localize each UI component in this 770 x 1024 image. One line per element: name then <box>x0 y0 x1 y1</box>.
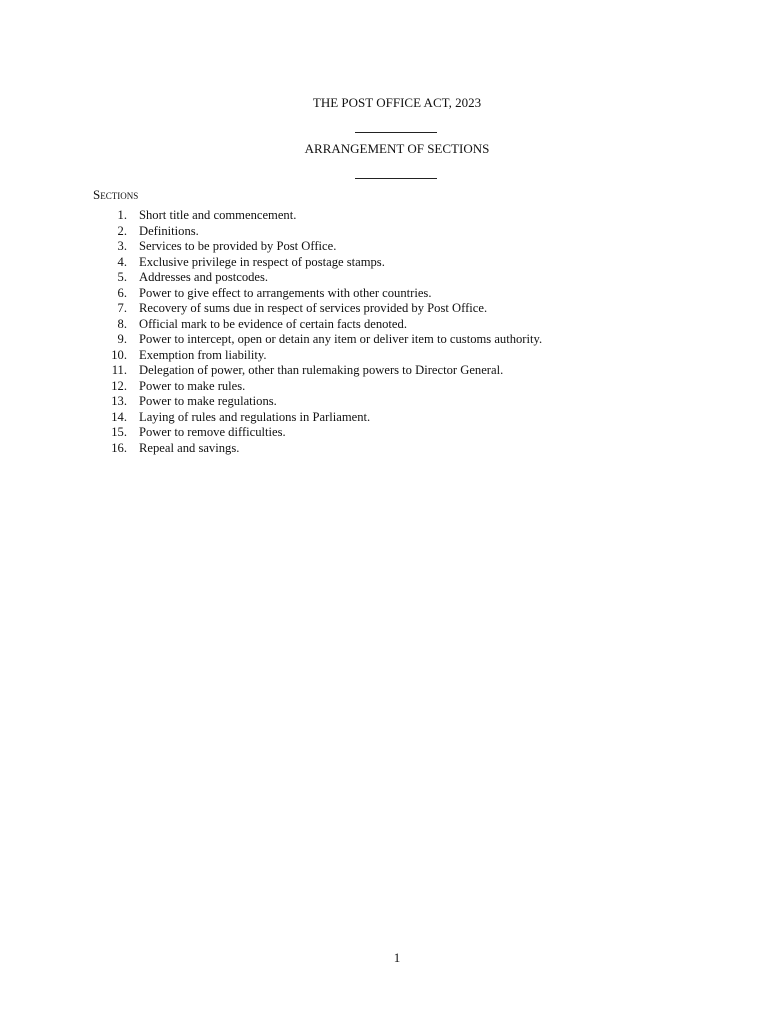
section-number: 12. <box>111 378 127 393</box>
section-item <box>93 363 542 379</box>
document-subtitle: ARRANGEMENT OF SECTIONS <box>304 141 490 156</box>
section-title: Power to make regulations. <box>139 394 277 408</box>
section-item <box>93 379 542 395</box>
section-number: 16. <box>111 440 127 455</box>
section-title: Power to make rules. <box>139 378 246 393</box>
section-title: Addresses and postcodes. <box>139 270 269 284</box>
subtitle-divider <box>355 178 437 179</box>
section-number: 8. <box>117 316 127 331</box>
section-title: Power to give effect to arrangements with other countries. <box>139 285 432 300</box>
page-number: 1 <box>393 950 401 965</box>
section-title: Definitions. <box>139 223 199 238</box>
section-item <box>93 270 542 286</box>
section-item <box>93 425 542 441</box>
section-item <box>93 317 542 333</box>
section-title: Exclusive privilege in respect of postage stamps. <box>139 254 385 269</box>
section-item <box>93 208 542 224</box>
section-title: Repeal and savings. <box>139 440 240 455</box>
section-number: 5. <box>117 270 127 284</box>
section-title: Power to remove difficulties. <box>139 425 286 439</box>
section-item <box>93 301 542 317</box>
section-item <box>93 286 542 302</box>
section-number: 9. <box>117 332 127 346</box>
section-number: 6. <box>117 285 127 300</box>
section-title: Power to intercept, open or detain any item or deliver item to customs authority. <box>139 332 543 346</box>
section-title: Exemption from liability. <box>139 347 267 362</box>
section-item <box>93 441 542 457</box>
section-number: 7. <box>117 301 127 315</box>
section-item <box>93 224 542 240</box>
section-item <box>93 255 542 271</box>
section-item <box>93 332 542 348</box>
section-number: 11. <box>111 363 127 377</box>
section-item <box>93 394 542 410</box>
section-item <box>93 348 542 364</box>
section-number: 13. <box>111 394 127 408</box>
section-number: 14. <box>111 409 127 424</box>
section-title: Laying of rules and regulations in Parliament. <box>139 409 371 424</box>
document-title: THE POST OFFICE ACT, 2023 <box>312 95 482 110</box>
section-item <box>93 239 542 255</box>
section-number: 3. <box>117 239 127 253</box>
title-divider <box>355 132 437 133</box>
section-number: 10. <box>111 347 127 362</box>
section-number: 1. <box>117 208 127 222</box>
sections-list <box>93 208 542 456</box>
section-title: Recovery of sums due in respect of services provided by Post Office. <box>139 301 488 315</box>
section-number: 2. <box>117 223 127 238</box>
section-title: Official mark to be evidence of certain facts denoted. <box>139 316 407 331</box>
section-number: 4. <box>117 254 127 269</box>
section-number: 15. <box>111 425 127 439</box>
sections-heading: Sections <box>93 187 139 202</box>
section-title: Services to be provided by Post Office. <box>139 239 337 253</box>
section-title: Delegation of power, other than rulemaking powers to Director General. <box>139 363 504 377</box>
section-item <box>93 410 542 426</box>
section-title: Short title and commencement. <box>139 208 297 222</box>
